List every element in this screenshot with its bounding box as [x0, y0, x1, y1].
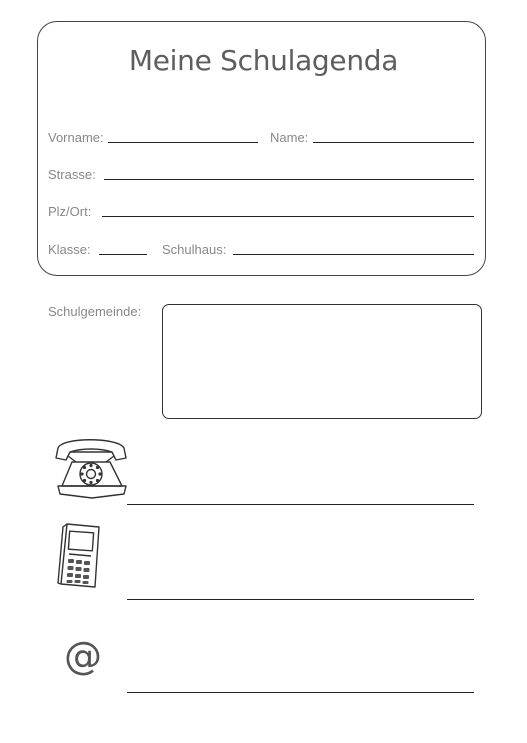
plz-ort-field[interactable] — [102, 216, 474, 217]
at-sign-icon: @ — [64, 634, 102, 678]
strasse-label: Strasse: — [48, 167, 96, 182]
vorname-field[interactable] — [108, 142, 258, 143]
schulhaus-field[interactable] — [233, 254, 474, 255]
telephone-icon — [52, 434, 130, 500]
klasse-field[interactable] — [99, 254, 147, 255]
schulgemeinde-field[interactable] — [162, 304, 482, 419]
strasse-field[interactable] — [104, 179, 474, 180]
schulhaus-label: Schulhaus: — [162, 242, 227, 257]
plz-ort-label: Plz/Ort: — [48, 204, 92, 219]
klasse-label: Klasse: — [48, 242, 91, 257]
mobile-phone-icon — [55, 521, 105, 591]
vorname-label: Vorname: — [48, 130, 104, 145]
page-title: Meine Schulagenda — [128, 44, 399, 77]
mobile-field[interactable] — [127, 599, 474, 600]
phone-field[interactable] — [127, 504, 474, 505]
email-field[interactable] — [127, 692, 474, 693]
schulgemeinde-label: Schulgemeinde: — [48, 304, 142, 319]
name-field[interactable] — [313, 142, 474, 143]
name-label: Name: — [270, 130, 309, 145]
